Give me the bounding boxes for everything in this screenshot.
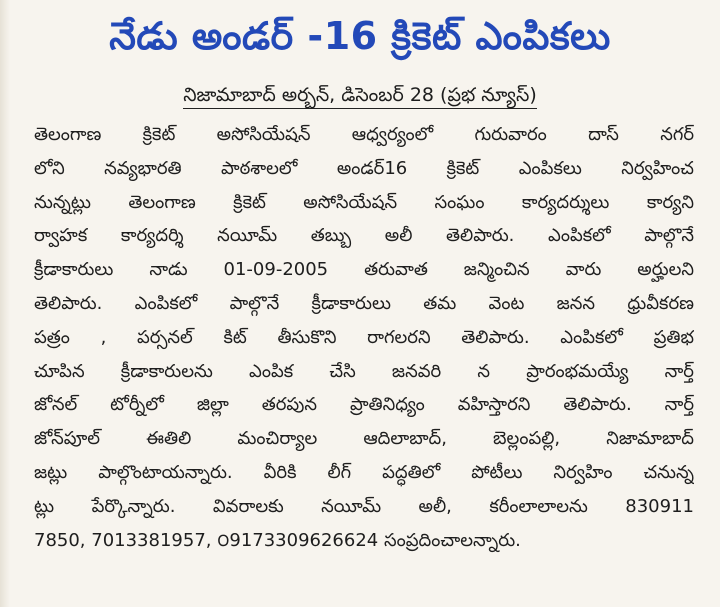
body-line: లోని నవ్యభారతి పాఠశాలలో అండర్16 క్రికెట్ ఎంపికలు నిర్వహించ bbox=[34, 157, 694, 179]
body-line: ర్వాహక కార్యదర్శి నయీమ్ తబ్బు అలీ తెలిపారు. ఎంపికలో పాల్గొనే bbox=[34, 225, 694, 247]
body-line: తెలిపారు. ఎంపికలో పాల్గొనే క్రీడాకారులు తమ వెంట జనన ధ్రువీకరణ bbox=[34, 292, 694, 314]
body-line: చూపిన క్రీడాకారులను ఎంపిక చేసి జనవరి న ప్రారంభమయ్యే నార్త్ bbox=[34, 360, 694, 382]
body-line: నున్నట్లు తెలంగాణ క్రికెట్ అసోసియేషన్ సంఘం కార్యదర్శులు కార్యని bbox=[34, 191, 694, 213]
body-line: క్రీడాకారులు నాడు 01-09-2005 తరువాత జన్మించిన వారు అర్హులని bbox=[34, 259, 694, 281]
article-body bbox=[34, 118, 694, 557]
article-headline: నేడు అండర్ -16 క్రికెట్ ఎంపికలు bbox=[109, 14, 611, 58]
body-line: జోన్‌పూల్ ఈతిలి మంచిర్యాల ఆదిలాబాద్, బెల్లంపల్లి, నిజామాబాద్ bbox=[34, 428, 694, 450]
dateline-text: నిజామాబాద్ అర్బన్, డిసెంబర్ 28 (ప్రభ న్యూస్) bbox=[183, 84, 537, 109]
body-line: జోనల్ టోర్నీలో జిల్లా తరపున ప్రాతినిధ్యం వహిస్తారని తెలిపారు. నార్త్ bbox=[34, 394, 694, 416]
body-line: పత్రం , పర్సనల్ కిట్ తీసుకొని రాగలరని తెలిపారు. ఎంపికలో ప్రతిభ bbox=[34, 326, 694, 348]
cropped-previous-headline bbox=[140, 0, 600, 10]
body-line-last: 7850, 7013381957, ౦9173309626624 సంప్రదించాలన్నారు. bbox=[34, 529, 521, 551]
body-line: తెలంగాణ క్రికెట్ అసోసియేషన్ ఆధ్వర్యంలో గురువారం దాస్ నగర్ bbox=[34, 124, 694, 145]
body-line: ట్లు పేర్కొన్నారు. వివరాలకు నయీమ్ అలీ, కరీంలాలాలను 830911 bbox=[34, 495, 694, 517]
article-dateline bbox=[0, 84, 720, 111]
body-line: జట్లు పాల్గొంటాయన్నారు. వీరికి లీగ్ పద్ధతిలో పోటీలు నిర్వహిం చనున్న bbox=[34, 461, 694, 483]
cropped-headline-fragment bbox=[140, 0, 600, 10]
